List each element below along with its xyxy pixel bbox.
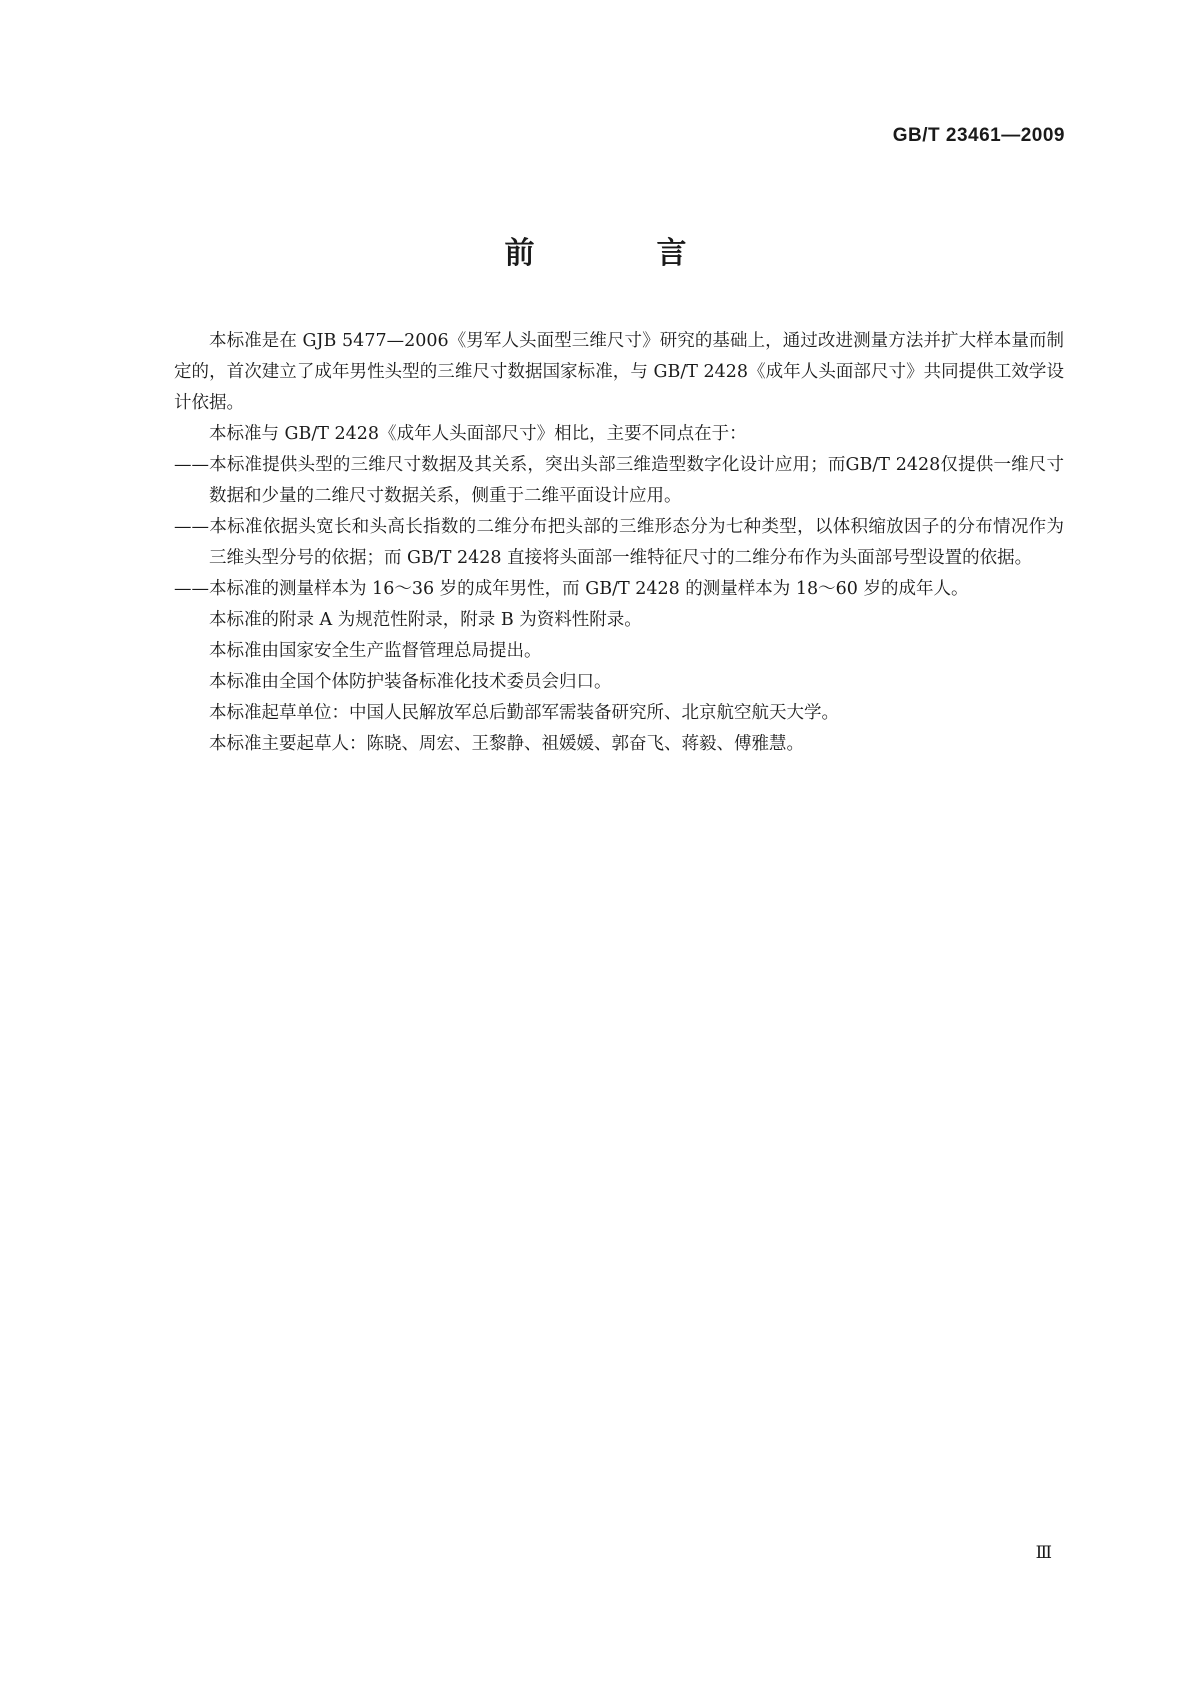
difference-item-head-types: ——本标准依据头宽长和头高长指数的二维分布把头部的三维形态分为七种类型，以体积缩放因子的分布情况作为三维头型分号的依据；而 GB/T 2428 直接将头面部一维特征尺寸的二维分布作为头面部号型设置的依据。 bbox=[174, 517, 1064, 568]
foreword-body bbox=[174, 326, 1064, 760]
paragraph-appendix: 本标准的附录 A 为规范性附录，附录 B 为资料性附录。 bbox=[209, 610, 642, 630]
paragraph-drafting-units: 本标准起草单位：中国人民解放军总后勤部军需装备研究所、北京航空航天大学。 bbox=[209, 703, 839, 723]
difference-item-data-dimensions: ——本标准提供头型的三维尺寸数据及其关系，突出头部三维造型数字化设计应用；而GB/T 2428仅提供一维尺寸数据和少量的二维尺寸数据关系，侧重于二维平面设计应用。 bbox=[174, 455, 1064, 506]
document-code: GB/T 23461—2009 bbox=[892, 125, 1065, 146]
paragraph-comparison-intro: 本标准与 GB/T 2428《成年人头面部尺寸》相比，主要不同点在于： bbox=[209, 424, 747, 444]
paragraph-committee: 本标准由全国个体防护装备标准化技术委员会归口。 bbox=[209, 672, 612, 692]
page-title: 前 言 bbox=[504, 236, 733, 271]
difference-item-sample: ——本标准的测量样本为 16～36 岁的成年男性，而 GB/T 2428 的测量样本为 18～60 岁的成年人。 bbox=[174, 579, 969, 599]
page-number: Ⅲ bbox=[1035, 1543, 1051, 1563]
paragraph-proposer: 本标准由国家安全生产监督管理总局提出。 bbox=[209, 641, 542, 661]
paragraph-drafters: 本标准主要起草人：陈晓、周宏、王黎静、祖媛媛、郭奋飞、蒋毅、傅雅慧。 bbox=[209, 734, 804, 754]
paragraph-basis: 本标准是在 GJB 5477—2006《男军人头面型三维尺寸》研究的基础上，通过改进测量方法并扩大样本量而制定的，首次建立了成年男性头型的三维尺寸数据国家标准，与 GB/T 2428《成年人头面部尺寸》共同提供工效学设计依据。 bbox=[174, 331, 1064, 413]
